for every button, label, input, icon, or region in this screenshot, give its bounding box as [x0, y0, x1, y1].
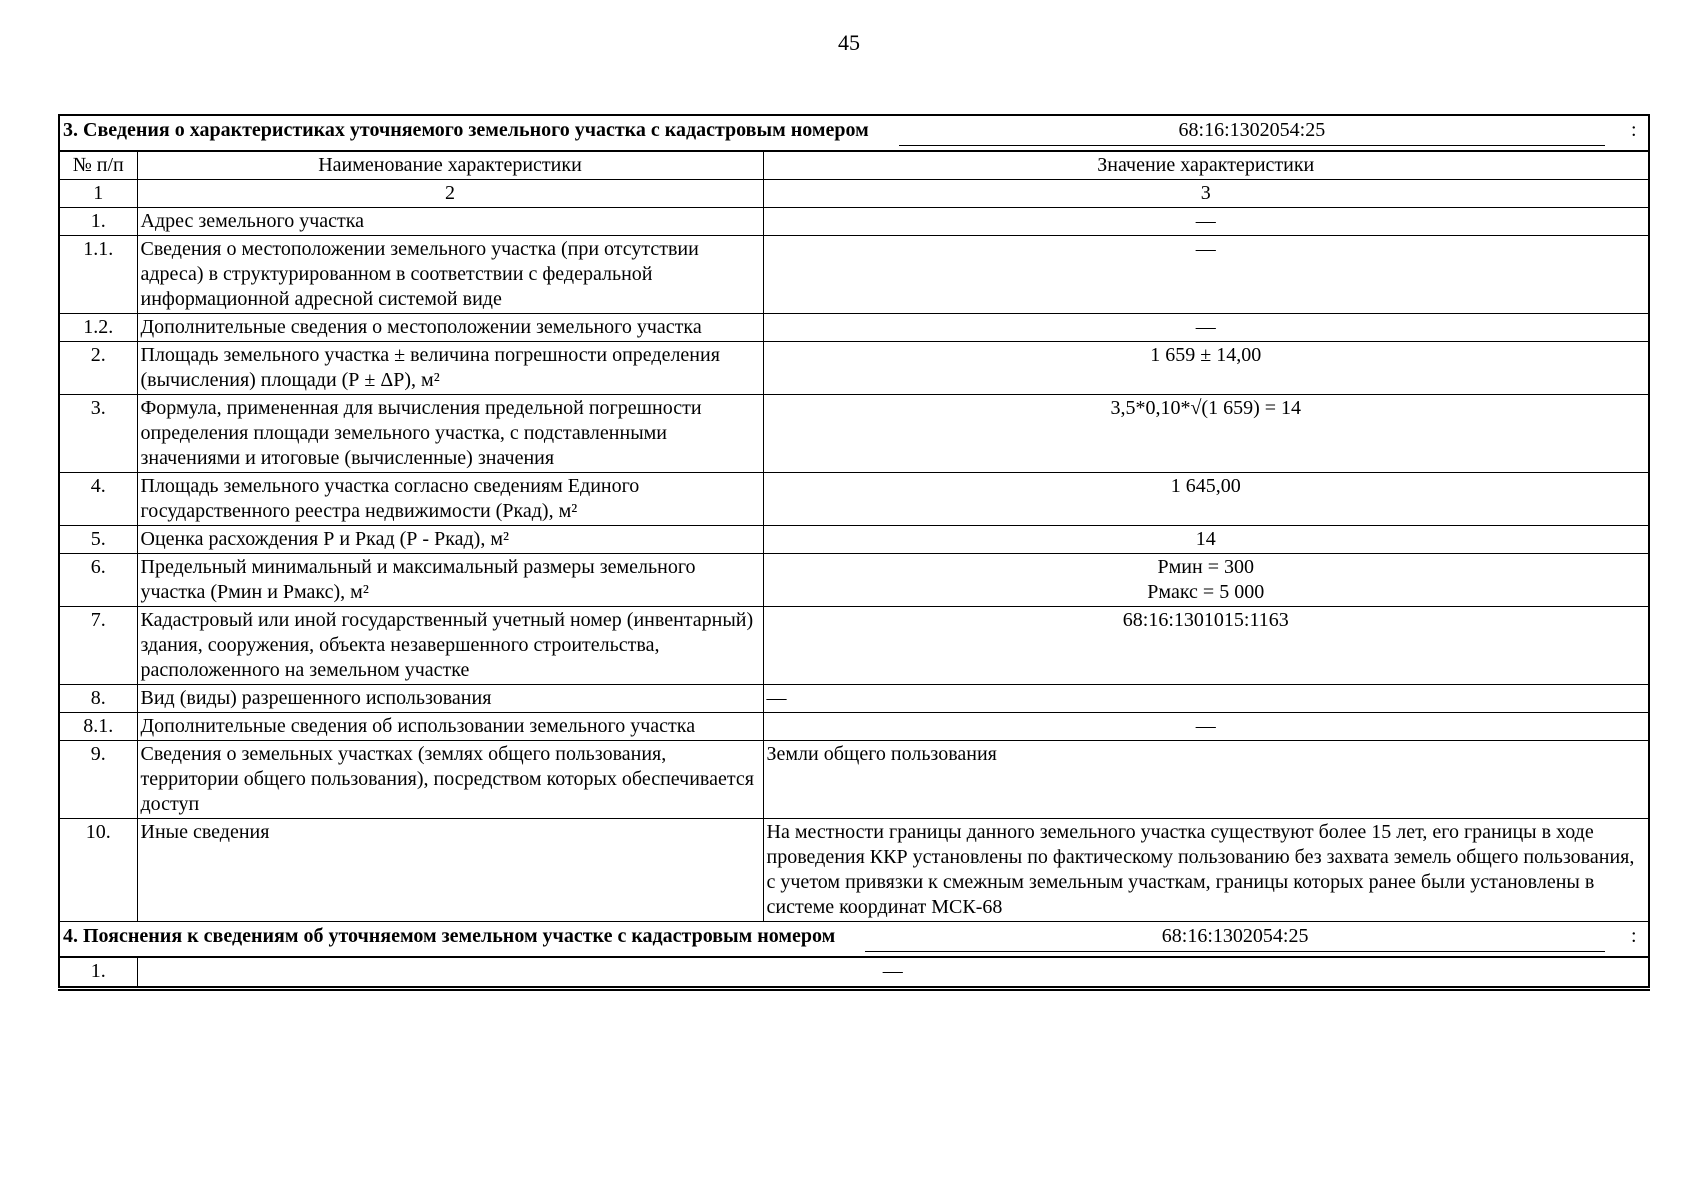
column-header-num: № п/п: [59, 151, 137, 180]
row-number: 2.: [59, 342, 137, 395]
row-value: —: [763, 236, 1649, 314]
table-row: [59, 685, 1649, 713]
row-number: 7.: [59, 607, 137, 685]
row-value: 3,5*0,10*√(1 659) = 14: [763, 395, 1649, 473]
row-characteristic: Адрес земельного участка: [137, 208, 763, 236]
column-index-row: [59, 180, 1649, 208]
row-value: —: [763, 685, 1649, 713]
row-number: 3.: [59, 395, 137, 473]
section-4-cadastral-number: 68:16:1302054:25: [865, 924, 1605, 952]
row-value: 68:16:1301015:1163: [763, 607, 1649, 685]
row-characteristic: Сведения о местоположении земельного участка (при отсутствии адреса) в структурированном в соответствии с федеральной информационной адресной системой виде: [137, 236, 763, 314]
row-number: 6.: [59, 554, 137, 607]
section-3-colon: :: [1631, 119, 1637, 141]
row-value-min: Рмин = 300: [1157, 556, 1254, 578]
section-3-cadastral-number: 68:16:1302054:25: [899, 118, 1605, 146]
row-characteristic: Дополнительные сведения об использовании земельного участка: [137, 713, 763, 741]
row-characteristic: Площадь земельного участка ± величина погрешности определения (вычисления) площади (Р ± ΔР), м²: [137, 342, 763, 395]
table-row: [59, 342, 1649, 395]
row-characteristic: Иные сведения: [137, 819, 763, 922]
page-number: 45: [838, 30, 860, 55]
table-row: [59, 526, 1649, 554]
section-4-colon: :: [1631, 925, 1637, 947]
section-4-title: 4. Пояснения к сведениям об уточняемом земельном участке с кадастровым номером: [63, 925, 836, 947]
row-characteristic: Оценка расхождения Р и Ркад (Р - Ркад), м²: [137, 526, 763, 554]
row-characteristic: Предельный минимальный и максимальный размеры земельного участка (Рмин и Рмакс), м²: [137, 554, 763, 607]
row-value: 1 659 ± 14,00: [763, 342, 1649, 395]
row-value: —: [137, 957, 1649, 989]
table-row: [59, 741, 1649, 819]
row-characteristic: Вид (виды) разрешенного использования: [137, 685, 763, 713]
row-value: [763, 554, 1649, 607]
row-number: 9.: [59, 741, 137, 819]
row-number: 8.: [59, 685, 137, 713]
row-value: На местности границы данного земельного участка существуют более 15 лет, его границы в ходе проведения ККР установлены по фактическому пользованию без захвата земель общего пользования, с учетом привязки к смежным земельным участкам, границы которых ранее были установлены в системе координат МСК-68: [763, 819, 1649, 922]
row-value: 14: [763, 526, 1649, 554]
row-characteristic: Площадь земельного участка согласно сведениям Единого государственного реестра недвижимости (Ркад), м²: [137, 473, 763, 526]
table-row: [59, 473, 1649, 526]
characteristics-table: [58, 114, 1650, 991]
column-index-2: 2: [137, 180, 763, 208]
section-4-header: [59, 922, 1649, 958]
table-row: [59, 236, 1649, 314]
row-number: 10.: [59, 819, 137, 922]
row-characteristic: Формула, примененная для вычисления предельной погрешности определения площади земельного участка, с подставленными значениями и итоговые (вычисленные) значения: [137, 395, 763, 473]
section-3-header: [59, 115, 1649, 151]
row-value-max: Рмакс = 5 000: [1147, 581, 1265, 603]
row-number: 1.1.: [59, 236, 137, 314]
column-index-1: 1: [59, 180, 137, 208]
row-characteristic: Сведения о земельных участках (землях общего пользования, территории общего пользования), посредством которых обеспечивается доступ: [137, 741, 763, 819]
row-value: —: [763, 208, 1649, 236]
section-4-row: [59, 957, 1649, 989]
table-row: [59, 554, 1649, 607]
row-value: 1 645,00: [763, 473, 1649, 526]
table-row: [59, 713, 1649, 741]
section-3-title: 3. Сведения о характеристиках уточняемого земельного участка с кадастровым номером: [63, 119, 869, 141]
row-value: Земли общего пользования: [763, 741, 1649, 819]
row-value: —: [763, 713, 1649, 741]
row-number: 4.: [59, 473, 137, 526]
row-number: 8.1.: [59, 713, 137, 741]
column-header-name: Наименование характеристики: [137, 151, 763, 180]
row-number: 5.: [59, 526, 137, 554]
table-row: [59, 208, 1649, 236]
column-header-value: Значение характеристики: [763, 151, 1649, 180]
row-value: —: [763, 314, 1649, 342]
row-number: 1.2.: [59, 314, 137, 342]
column-index-3: 3: [763, 180, 1649, 208]
table-row: [59, 314, 1649, 342]
row-number: 1.: [59, 957, 137, 989]
table-row: [59, 395, 1649, 473]
row-characteristic: Кадастровый или иной государственный учетный номер (инвентарный) здания, сооружения, объекта незавершенного строительства, расположенного на земельном участке: [137, 607, 763, 685]
row-number: 1.: [59, 208, 137, 236]
row-characteristic: Дополнительные сведения о местоположении земельного участка: [137, 314, 763, 342]
table-row: [59, 819, 1649, 922]
table-row: [59, 607, 1649, 685]
column-header-row: [59, 151, 1649, 180]
